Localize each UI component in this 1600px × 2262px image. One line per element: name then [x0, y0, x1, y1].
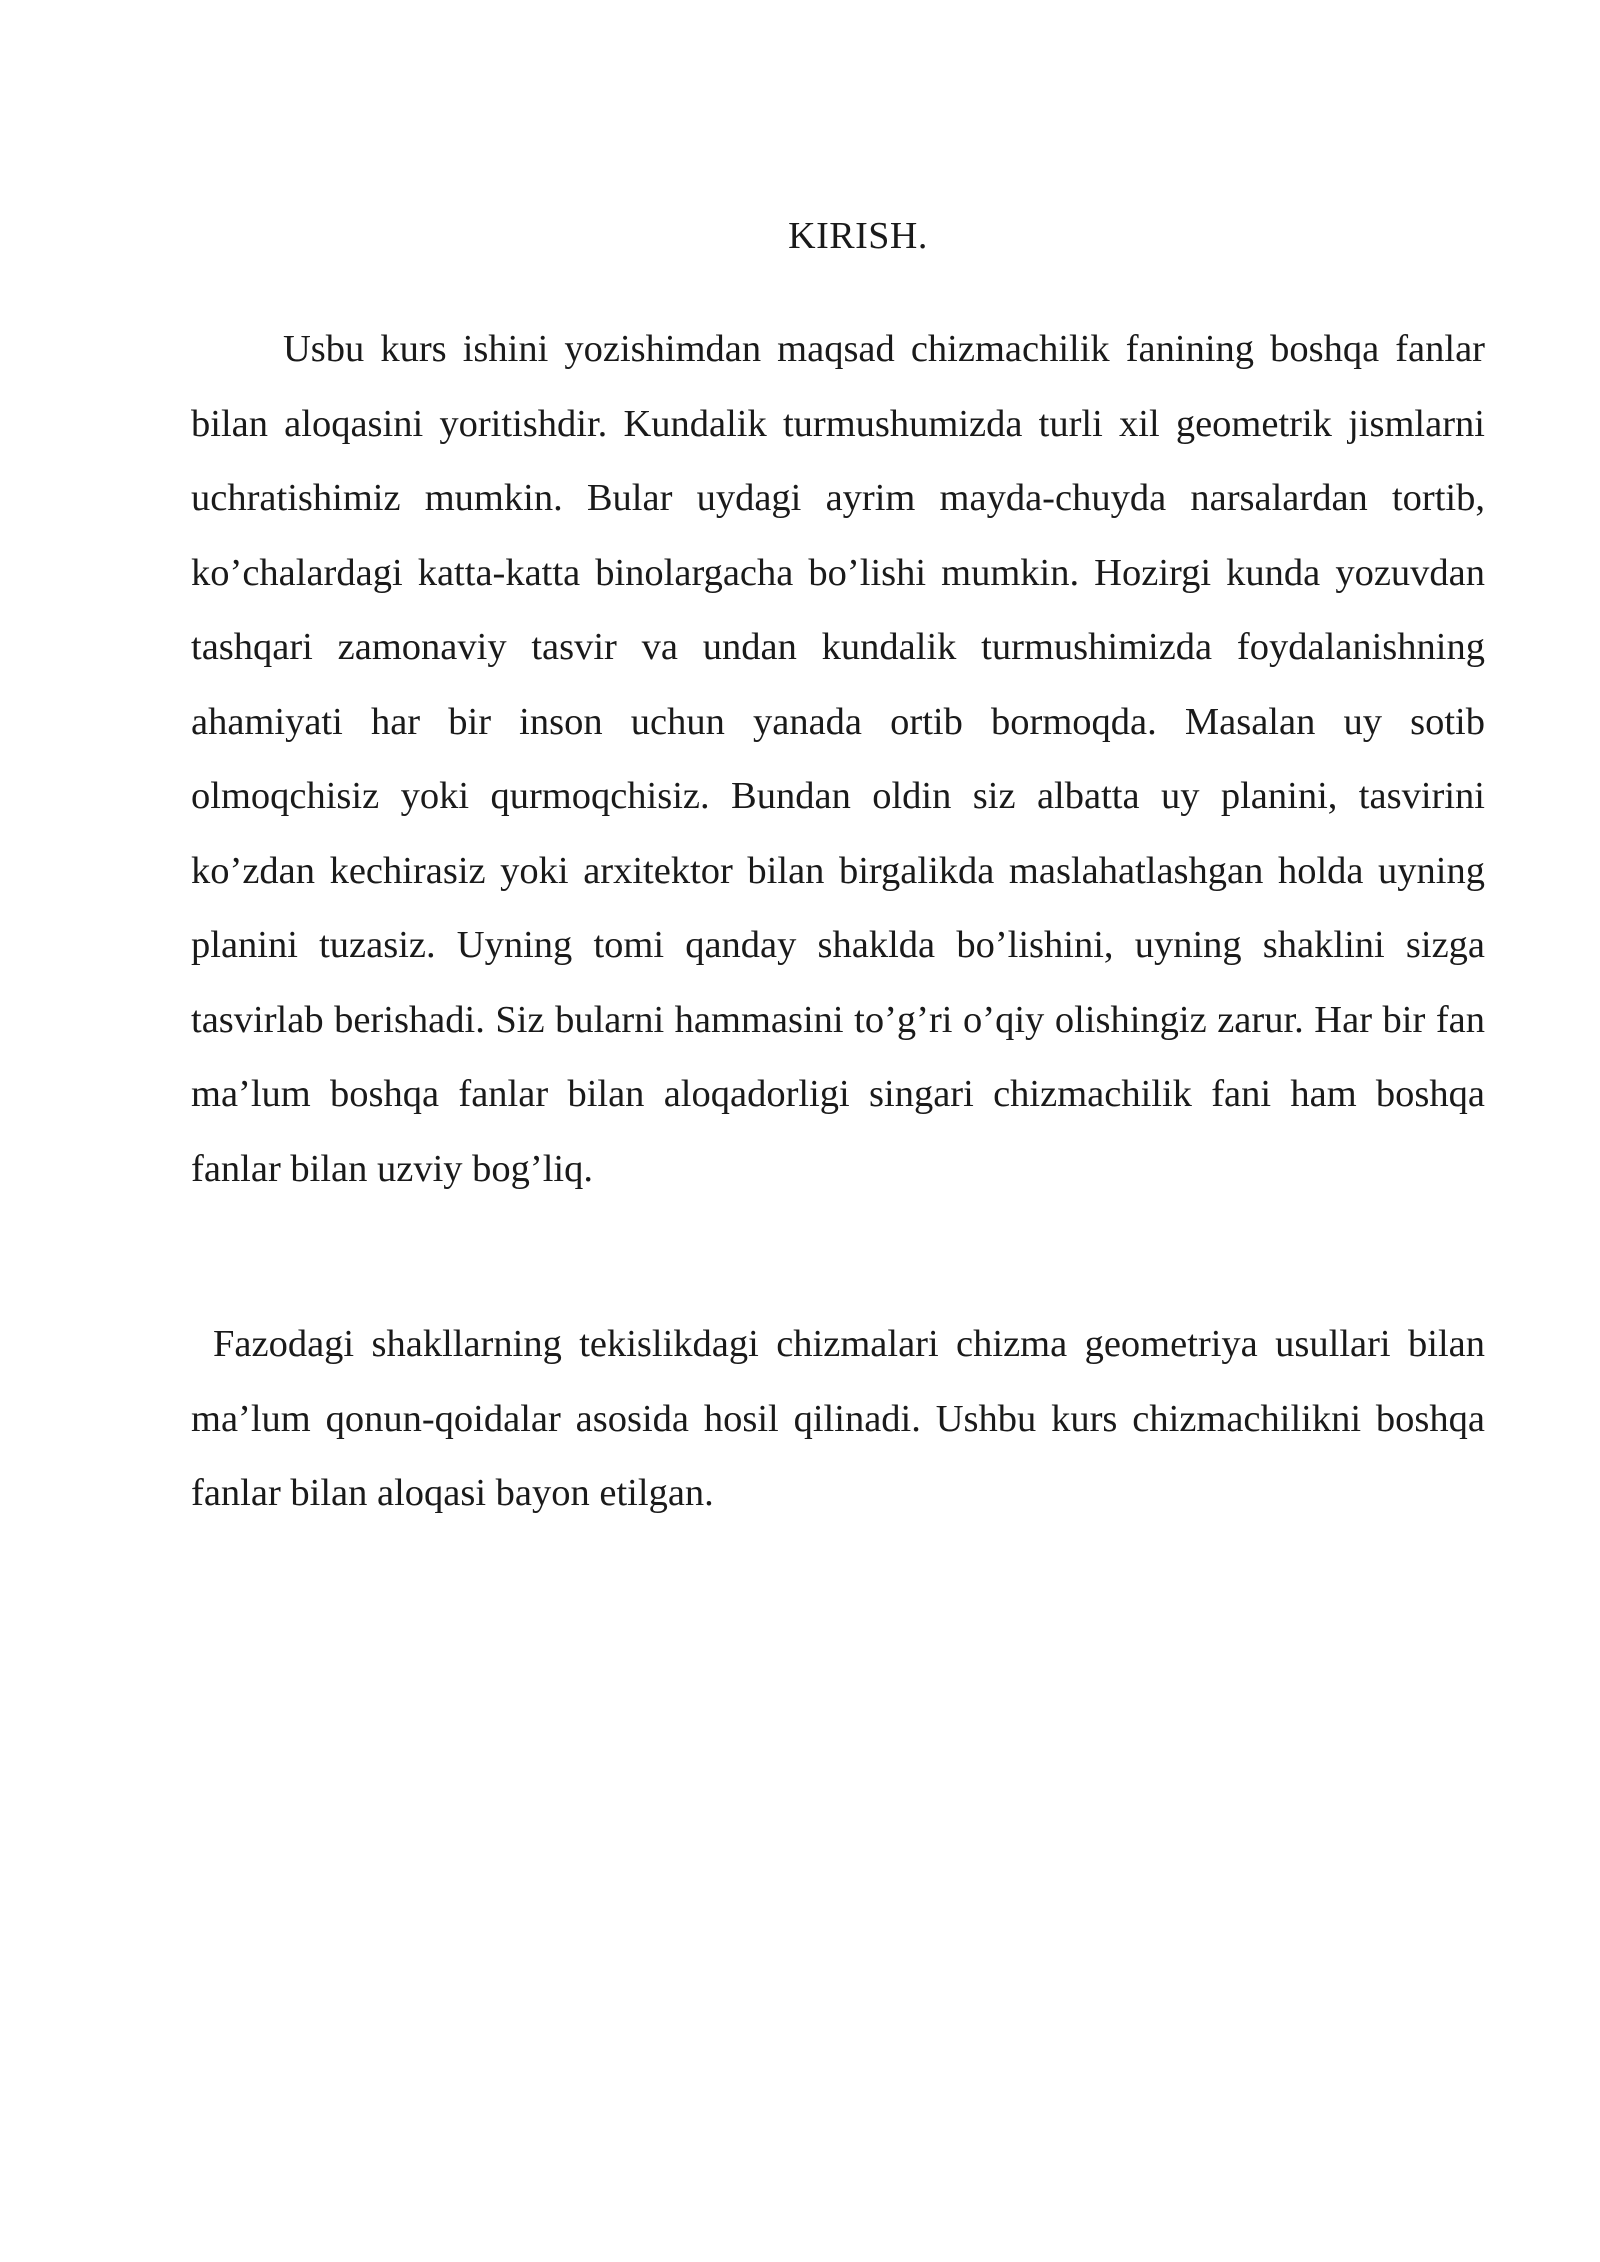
intro-paragraph-2: Fazodagi shakllarning tekislikdagi chizmalari chizma geometriya usullari bilan ma’lum qonun-qoidalar asosida hosil qilinadi. Ushbu kurs chizmachilikni boshqa fanlar bilan aloqasi bayon etilgan. — [191, 1323, 1485, 1514]
intro-paragraph-1: Usbu kurs ishini yozishimdan maqsad chizmachilik fanining boshqa fanlar bilan aloqasini yoritishdir. Kundalik turmushumizda turli xil geometrik jismlarni uchratishimiz mumkin. Bular uydagi ayrim mayda-chuyda narsalardan tortib, ko’chalardagi katta-katta binolargacha bo’lishi mumkin. Hozirgi kunda yozuvdan tashqari zamonaviy tasvir va undan kundalik turmushimizda foydalanishning ahamiyati har bir inson uchun yanada ortib bormoqda. Masalan uy sotib olmoqchisiz yoki qurmoqchisiz. Bundan oldin siz albatta uy planini, tasvirini ko’zdan kechirasiz yoki arxitektor bilan birgalikda maslahatlashgan holda uyning planini tuzasiz. Uyning tomi qanday shaklda bo’lishini, uyning shaklini sizga tasvirlab berishadi. Siz bularni hammasini to’g’ri o’qiy olishingiz zarur. Har bir fan ma’lum boshqa fanlar bilan aloqadorligi singari chizmachilik fani ham boshqa fanlar bilan uzviy bog’liq. — [191, 328, 1485, 1190]
page-title: KIRISH. — [788, 215, 928, 257]
